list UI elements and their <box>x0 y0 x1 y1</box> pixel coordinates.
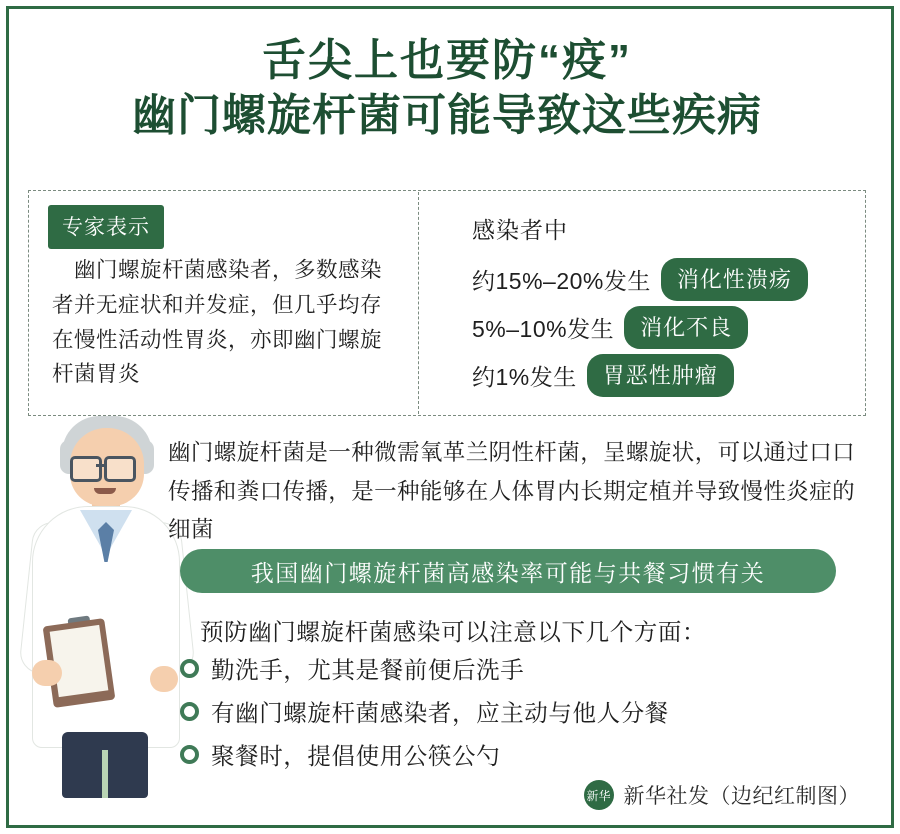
doctor-glasses-left-lens <box>70 456 102 482</box>
bullet-dot-icon <box>180 702 199 721</box>
bullet-dot-icon <box>180 745 199 764</box>
expert-statement-text: 幽门螺旋杆菌感染者，多数感染者并无症状和并发症，但几乎均存在慢性活动性胃炎，亦即幽门螺旋杆菌胃炎 <box>52 258 383 387</box>
stat-pill: 消化性溃疡 <box>661 258 808 301</box>
stat-pill: 胃恶性肿瘤 <box>587 354 734 397</box>
clipboard-paper <box>50 625 109 697</box>
bowl-and-spoon-illustration <box>666 672 862 758</box>
stat-row <box>472 306 748 349</box>
page-title <box>0 34 894 144</box>
doctor-glasses-right-lens <box>104 456 136 482</box>
stat-pill: 消化不良 <box>624 306 748 349</box>
title-line-2: 幽门螺旋杆菌可能导致这些疾病 <box>132 90 762 140</box>
highlight-banner: 我国幽门螺旋杆菌高感染率可能与共餐习惯有关 <box>180 549 836 593</box>
title-line-1: 舌尖上也要防“疫” <box>262 36 632 85</box>
list-item-label: 勤洗手，尤其是餐前便后洗手 <box>211 657 525 683</box>
stat-text: 5%–10%发生 <box>472 316 615 342</box>
list-item-label: 聚餐时，提倡使用公筷公勺 <box>211 743 501 769</box>
expert-tag: 专家表示 <box>48 205 164 249</box>
infected-heading: 感染者中 <box>472 217 568 243</box>
stat-text: 约1%发生 <box>472 364 577 390</box>
doctor-trousers-gap <box>102 750 108 798</box>
prevention-heading: 预防幽门螺旋杆菌感染可以注意以下几个方面： <box>200 619 707 645</box>
footer-credit-text: 新华社发（边纪红制图） <box>623 785 860 808</box>
stat-text: 约15%–20%发生 <box>472 268 651 294</box>
stat-row <box>472 258 808 301</box>
stat-row <box>472 354 734 397</box>
footer-credit <box>584 780 861 810</box>
description-paragraph: 幽门螺旋杆菌是一种微需氧革兰阴性杆菌，呈螺旋状，可以通过口口传播和粪口传播，是一种能够在人体胃内长期定植并导致慢性炎症的细菌 <box>168 440 856 543</box>
bullet-dot-icon <box>180 659 199 678</box>
list-item-label: 有幽门螺旋杆菌感染者，应主动与他人分餐 <box>211 700 669 726</box>
doctor-right-hand <box>150 666 178 692</box>
doctor-left-hand <box>32 660 62 686</box>
xinhua-logo-icon: 新华 <box>584 780 614 810</box>
info-box-divider <box>418 192 419 414</box>
doctor-mouth <box>94 488 116 494</box>
doctor-glasses-bridge <box>96 464 104 467</box>
bowl-body <box>684 700 834 758</box>
